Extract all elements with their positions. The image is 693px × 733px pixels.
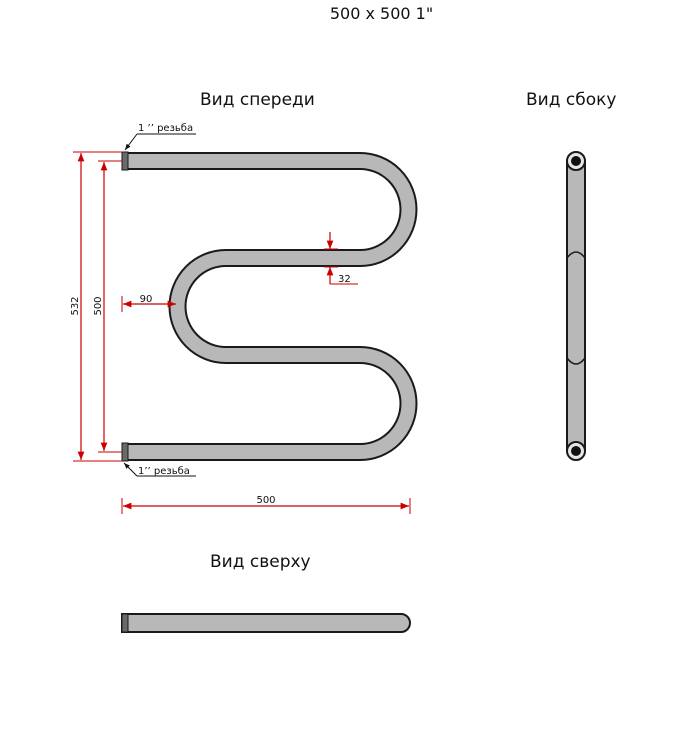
top-view-thread bbox=[122, 614, 128, 632]
side-view-label: Вид сбоку bbox=[526, 90, 617, 110]
thread-top-label: 1 ’’ резьба bbox=[138, 123, 194, 134]
tube-diameter-value: 32 bbox=[338, 274, 351, 285]
thread-callout-top bbox=[125, 123, 196, 150]
thread-callout-bottom bbox=[124, 463, 196, 477]
offset-value: 90 bbox=[139, 294, 153, 305]
width-value: 500 bbox=[256, 495, 276, 506]
overall-height-value: 532 bbox=[70, 296, 81, 316]
side-view-tube bbox=[567, 152, 585, 460]
top-view-label: Вид сверху bbox=[210, 552, 311, 572]
front-view-label: Вид спереди bbox=[200, 90, 315, 110]
dimension-height bbox=[93, 161, 122, 452]
bottom-thread bbox=[122, 443, 128, 461]
drawing-title: 500 x 500 1" bbox=[329, 4, 434, 23]
thread-bottom-label: 1’’ резьба bbox=[138, 466, 190, 477]
front-view-tube bbox=[122, 152, 408, 461]
top-view-tube bbox=[122, 614, 410, 632]
dimension-offset bbox=[122, 294, 176, 312]
top-thread bbox=[122, 152, 128, 170]
dimension-width bbox=[122, 495, 410, 514]
height-value: 500 bbox=[93, 296, 104, 316]
